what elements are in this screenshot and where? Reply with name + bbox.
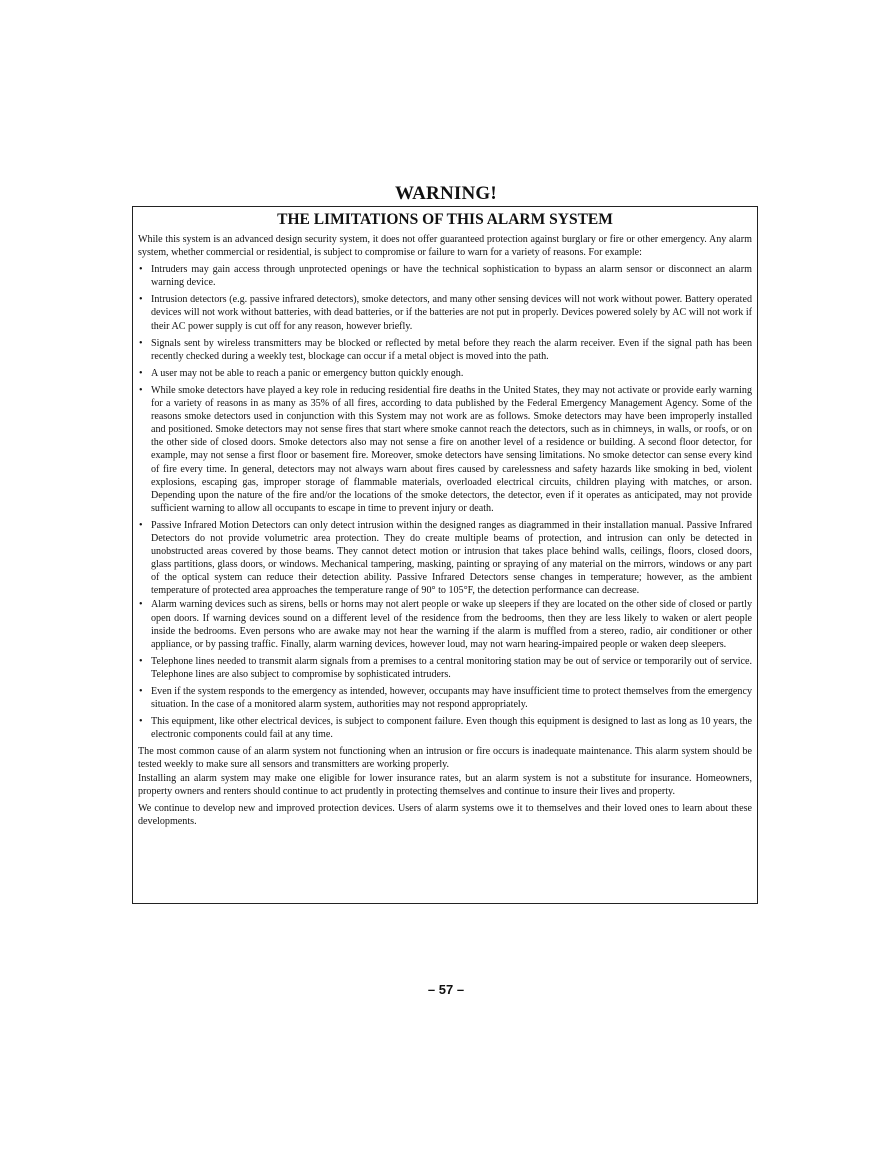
maintenance-paragraph: The most common cause of an alarm system not functioning when an intrusion or fire occurs is inadequate maintenance. This alarm system should be tested weekly to make sure all sensors and transmitters are working properly.: [138, 746, 752, 771]
list-item: • Telephone lines needed to transmit alarm signals from a premises to a central monitoring station may be out of service or temporarily out of service. Telephone lines are also subject to compromise by sophisticated intruders.: [138, 655, 752, 681]
list-item: • Passive Infrared Motion Detectors can only detect intrusion within the designed ranges as diagrammed in their installation manual. Passive Infrared Detectors do not provide volumetric area protection. They do create multiple beams of protection, and intrusion can only be detected in unobstructed areas covered by those beams. They cannot detect motion or intrusion that takes place behind walls, ceilings, floors, closed doors, glass partitions, glass doors, or windows. Mechanical tampering, masking, painting or spraying of any material on the mirrors, windows or any part of the optical system can reduce their detection ability. Passive Infrared Detectors sense changes in temperature; however, as the ambient temperature of protected area approaches the temperature range of 90° to 105°F, the detection performance can decrease.: [138, 519, 752, 598]
list-item: • Intrusion detectors (e.g. passive infrared detectors), smoke detectors, and many other sensing devices will not work without power. Battery operated devices will not work without batteries, with dead batteries, or if the batteries are not put in properly. Devices powered solely by AC will not work if their AC power supply is cut off for any reason, however briefly.: [138, 293, 752, 332]
insurance-paragraph: Installing an alarm system may make one eligible for lower insurance rates, but an alarm system is not a substitute for insurance. Homeowners, property owners and renters should continue to act prudently in protecting themselves and continue to insure their lives and property.: [138, 772, 752, 797]
intro-paragraph: While this system is an advanced design security system, it does not offer guaranteed protection against burglary or fire or other emergency. Any alarm system, whether commercial or residential, is subject to compromise or failure to warn for a variety of reasons. For example:: [138, 234, 752, 259]
closing-paragraph: We continue to develop new and improved protection devices. Users of alarm systems owe it to themselves and their loved ones to learn about these developments.: [138, 802, 752, 827]
box-title: THE LIMITATIONS OF THIS ALARM SYSTEM: [277, 211, 613, 228]
list-item: • Intruders may gain access through unprotected openings or have the technical sophistication to bypass an alarm sensor or disconnect an alarm warning device.: [138, 263, 752, 289]
warning-heading: WARNING!: [395, 183, 497, 204]
limitations-list: [138, 263, 752, 741]
list-item: • While smoke detectors have played a key role in reducing residential fire deaths in the United States, they may not activate or provide early warning for a variety of reasons in as many as 35% of all fires, according to data published by the Federal Emergency Management Agency. Some of the reasons smoke detectors used in conjunction with this System may not work are as follows. Smoke detectors may have been improperly installed and positioned. Smoke detectors may not sense fires that start where smoke cannot reach the detectors, such as in chimneys, in walls, or roofs, or on the other side of closed doors. Smoke detectors also may not sense a fire on another level of a residence or building. A second floor detector, for example, may not sense a first floor or basement fire. Moreover, smoke detectors have sensing limitations. No smoke detector can sense every kind of fire every time. In general, detectors may not always warn about fires caused by carelessness and safety hazards like smoking in bed, violent explosions, escaping gas, improper storage of flammable materials, overloaded electrical circuits, children playing with matches, or arson. Depending upon the nature of the fire and/or the locations of the smoke detectors, the detector, even if it operates as anticipated, may not provide sufficient warning to allow all occupants to escape in time to prevent injury or death.: [138, 384, 752, 515]
list-item: • Signals sent by wireless transmitters may be blocked or reflected by metal before they reach the alarm receiver. Even if the signal path has been recently checked during a weekly test, blockage can occur if a metal object is moved into the path.: [138, 337, 752, 363]
list-item: • This equipment, like other electrical devices, is subject to component failure. Even though this equipment is designed to last as long as 10 years, the electronic components could fail at any time.: [138, 715, 752, 741]
list-item: • Even if the system responds to the emergency as intended, however, occupants may have insufficient time to protect themselves from the emergency situation. In the case of a monitored alarm system, authorities may not respond appropriately.: [138, 685, 752, 711]
page-number: – 57 –: [427, 982, 465, 997]
list-item: • Alarm warning devices such as sirens, bells or horns may not alert people or wake up sleepers if they are located on the other side of closed or partly open doors. If warning devices sound on a different level of the residence from the bedrooms, then they are less likely to waken or alert people inside the bedrooms. Even persons who are awake may not hear the warning if the alarm is muffled from a stereo, radio, air conditioner or other appliance, or by passing traffic. Finally, alarm warning devices, however loud, may not warn hearing-impaired people or waken deep sleepers.: [138, 598, 752, 650]
limitations-box: [132, 206, 758, 904]
list-item: • A user may not be able to reach a panic or emergency button quickly enough.: [138, 367, 752, 380]
